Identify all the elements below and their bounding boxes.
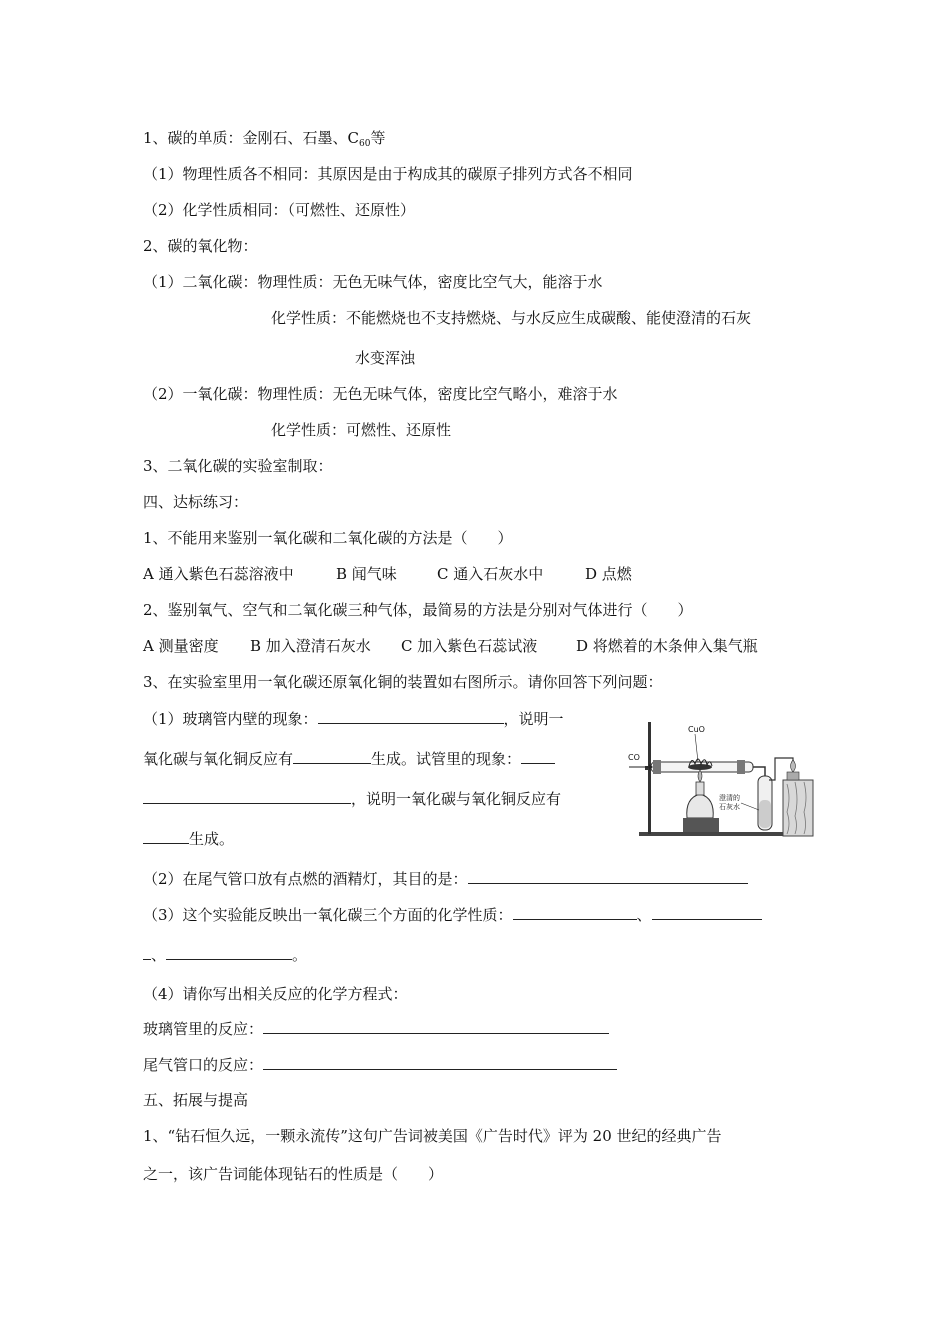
tail-gas-reaction: 尾气管口的反应： [143, 1054, 617, 1075]
limewater [759, 800, 771, 828]
option-a: A 通入紫色石蕊溶液中 [143, 565, 294, 583]
stand-rod [648, 722, 651, 834]
answer-blank[interactable] [263, 1018, 609, 1034]
q3-part4: （4）请你写出相关反应的化学方程式： [143, 985, 408, 1003]
co2-lab-prep-heading: 3、二氧化碳的实验室制取： [143, 457, 333, 475]
extension-q1-line1: 1、“钻石恒久远，一颗永流传”这句广告词被美国《广告时代》评为 20 世纪的经典广告 [143, 1127, 722, 1145]
q3-part1-line3: ，说明一氧化碳与氧化铜反应有 [143, 788, 561, 809]
co2-chemical-line-cont: 水变浑浊 [355, 349, 416, 367]
option-b: B 闻气味 [336, 565, 397, 583]
question-1-stem: 1、不能用来鉴别一氧化碳和二氧化碳的方法是（ ） [143, 529, 513, 547]
question-2-stem: 2、鉴别氧气、空气和二氧化碳三种气体，最简易的方法是分别对气体进行（ ） [143, 601, 693, 619]
alcohol-lamp [687, 794, 713, 818]
answer-blank[interactable] [513, 904, 637, 920]
q3-part3-line2: 、 。 [143, 944, 307, 965]
option-a: A 测量密度 [143, 637, 219, 655]
answer-blank[interactable] [293, 748, 371, 764]
practice-heading: 四、达标练习： [143, 493, 249, 511]
answer-blank[interactable] [166, 944, 292, 960]
carbon-elements-heading: 1、碳的单质：金刚石、石墨、$C_{60}$等 [143, 129, 386, 149]
option-d: D 点燃 [585, 565, 632, 583]
answer-blank[interactable] [521, 748, 555, 764]
tail-flame [791, 760, 796, 772]
question-3-stem: 3、在实验室里用一氧化碳还原氧化铜的装置如右图所示。请你回答下列问题： [143, 673, 663, 691]
co2-chemical-line: 化学性质：不能燃烧也不支持燃烧、与水反应生成碳酸、能使澄清的石灰 [271, 309, 752, 327]
answer-blank[interactable] [652, 904, 762, 920]
stopper-left [653, 760, 661, 774]
tail-lamp [787, 772, 799, 780]
co2-physical-line: （1）二氧化碳：物理性质：无色无味气体，密度比空气大，能溶于水 [143, 273, 603, 291]
carbon-oxides-heading: 2、碳的氧化物： [143, 237, 258, 255]
q3-part3-line1: （3）这个实验能反映出一氧化碳三个方面的化学性质： 、 [143, 904, 762, 925]
q3-part1-line2: 氧化碳与氧化铜反应有 生成。试管里的现象： [143, 748, 555, 769]
extension-q1-line2: 之一，该广告词能体现钻石的性质是（ ） [143, 1165, 444, 1183]
stand-base [639, 832, 787, 836]
answer-blank[interactable] [318, 708, 504, 724]
option-c: C 加入紫色石蕊试液 [401, 637, 538, 655]
stopper-right [737, 760, 745, 774]
q3-part1-line4: 生成。 [143, 828, 234, 849]
glass-tube-reaction: 玻璃管里的反应： [143, 1018, 609, 1039]
q3-part2: （2）在尾气管口放有点燃的酒精灯，其目的是： [143, 868, 748, 889]
answer-blank[interactable] [468, 868, 748, 884]
answer-blank[interactable] [143, 828, 189, 844]
answer-blank[interactable] [263, 1054, 617, 1070]
option-b: B 加入澄清石灰水 [250, 637, 371, 655]
answer-blank[interactable] [143, 788, 351, 804]
co-label: CO [628, 753, 640, 762]
extension-heading: 五、拓展与提高 [143, 1091, 249, 1109]
question-2-options [143, 636, 758, 656]
cuo-label: CuO [688, 725, 705, 734]
q3-part1-line1: （1）玻璃管内壁的现象： ，说明一 [143, 710, 564, 728]
co-chemical-line: 化学性质：可燃性、还原性 [271, 421, 452, 439]
co-reduction-apparatus-figure [625, 718, 820, 843]
co-physical-line: （2）一氧化碳：物理性质：无色无味气体，密度比空气略小，难溶于水 [143, 385, 618, 403]
answer-blank[interactable] [143, 944, 151, 960]
limewater-label-2: 石灰水 [719, 803, 740, 811]
wood-block [783, 780, 813, 836]
option-c: C 通入石灰水中 [437, 565, 544, 583]
option-d: D 将燃着的木条伸入集气瓶 [576, 637, 758, 655]
physical-property-line: （1）物理性质各不相同：其原因是由于构成其的碳原子排列方式各不相同 [143, 165, 633, 183]
lamp-block [683, 818, 719, 832]
lamp-neck [696, 782, 704, 795]
limewater-label-1: 澄清的 [719, 794, 740, 802]
c60-subscript: 60 [359, 139, 371, 149]
chemical-property-line: （2）化学性质相同：（可燃性、还原性） [143, 201, 416, 219]
question-1-options [143, 564, 632, 584]
cuo-powder [688, 764, 712, 770]
